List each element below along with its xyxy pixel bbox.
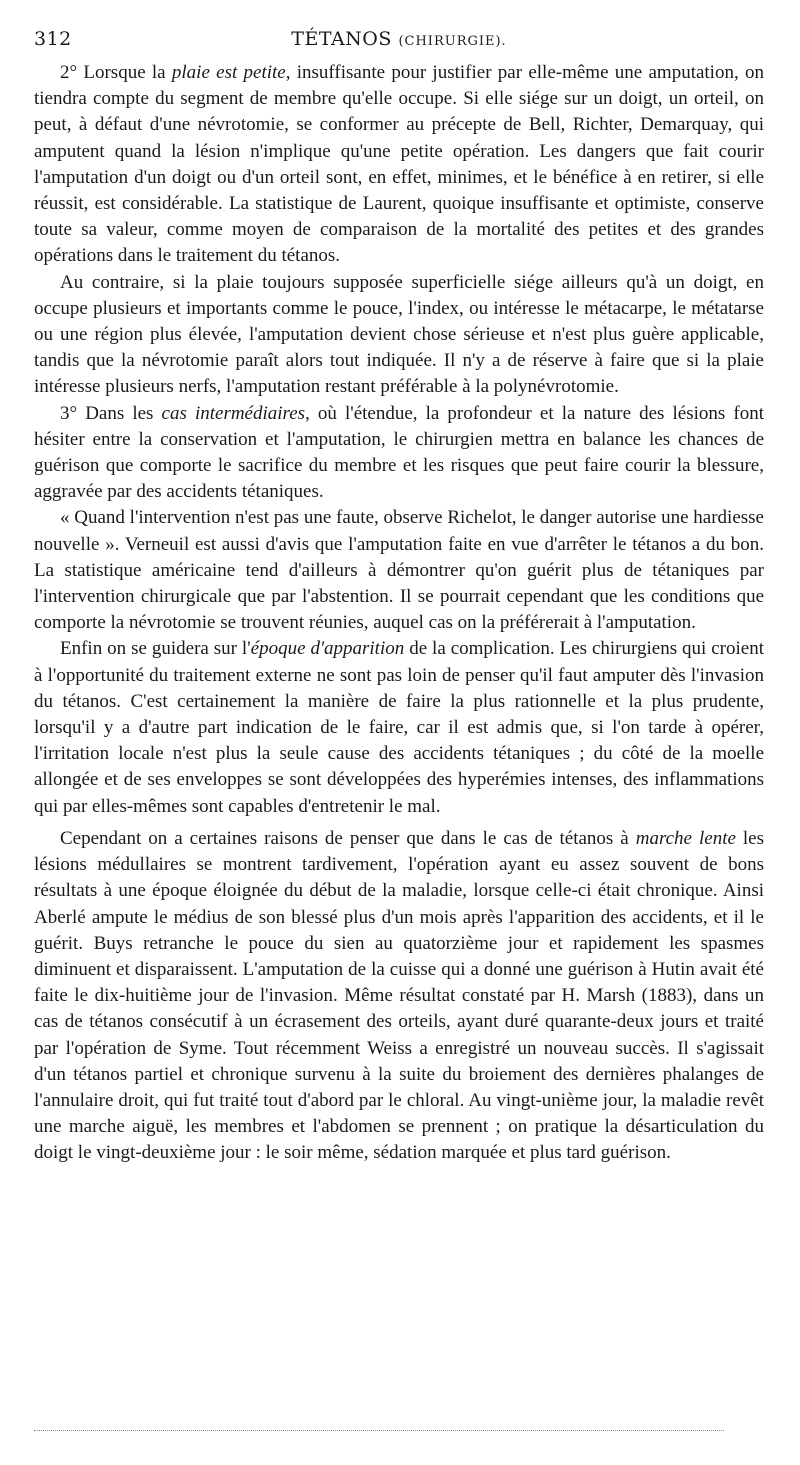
page-number: 312 [34, 28, 72, 50]
paragraph-intermediate-cases [34, 401, 764, 506]
running-subtitle: (CHIRURGIE). [398, 34, 507, 49]
paragraph-onset-time [34, 636, 764, 819]
paragraph-emphasis: cas intermédiaires [161, 402, 306, 424]
paragraph-text: de la complication. Les chirurgiens qui croient à l'opportunité du traitement externe ne sont pas loin de penser qu'il faut amputer dès l'invasion du tétanos. C'est certainement la manière de faire la plus rationnelle et la plus prudente, lorsqu'il y a d'autre part indication de le faire, car il est admis que, si l'on tarde à opérer, l'irritation locale n'est plus la seule cause des accidents tétaniques ; du côté de la moelle allongée et de ses enveloppes se sont développées des hyperémies intenses, des inflammations qui par elles-mêmes sont capables d'entretenir le mal. [34, 638, 765, 817]
paragraph-text: , insuffisante pour justifier par elle-même une amputation, on tiendra compte du segment de membre qu'elle occupe. Si elle siége sur un doigt, un orteil, on peut, à défaut d'une névrotomie, se conformer au précepte de Bell, Richter, Demarquay, qui amputent quand la lésion n'implique qu'une petite opération. Les dangers que fait courir l'amputation d'un doigt ou d'un orteil sont, en effet, minimes, et le bénéfice à en retirer, si elle réussit, est considérable. La statistique de Laurent, quoique insuffisante et optimiste, conserve toute sa valeur, comme moyen de comparaison de la mortalité des petites et des grandes opérations dans le traitement du tétanos. [34, 62, 764, 267]
paragraph-text: les lésions médullaires se montrent tardivement, l'opération ayant eu assez souvent de bons résultats à une époque éloignée du début de la maladie, lorsque celle-ci était chronique. Ainsi Aberlé ampute le médius de son blessé plus d'un mois après l'apparition des accidents, et il le guérit. Buys retranche le pouce du sien au quatorzième jour et rapidement les spasmes diminuent et disparaissent. L'amputation de la cuisse qui a donné une guérison à Hutin avait été faite le dix-huitième jour de l'invasion. Même résultat constaté par H. Marsh (1883), dans un cas de tétanos consécutif à un écrasement des orteils, ayant duré quarante-deux jours et traité par l'opération de Syme. Tout récemment Weiss a enregistré un nouveau succès. Il s'agissait d'un tétanos partiel et chronique survenu à la suite du broiement des dernières phalanges de l'annulaire droit, qui fut traité tout d'abord par le chloral. Au vingt-unième jour, la maladie revêt une marche aiguë, les membres et l'abdomen se prennent ; on pratique la désarticulation du doigt le vingt-deuxième jour : le soir même, sédation marquée et plus tard guérison. [34, 827, 764, 1164]
paragraph-text: Au contraire, si la plaie toujours supposée superficielle siége ailleurs qu'à un doigt, en occupe plusieurs et importants comme le pouce, l'index, ou intéresse le métacarpe, le métatarse ou une région plus élevée, l'amputation devient chose sérieuse et n'est plus guère applicable, tandis que la névrotomie paraît alors tout indiquée. Il n'y a de réserve à faire que si la plaie intéresse plusieurs nerfs, l'amputation restant préférable à la polynévrotomie. [34, 271, 764, 398]
body-text [34, 60, 764, 1167]
book-page [34, 22, 764, 1167]
paragraph-text: , où l'étendue, la profondeur et la nature des lésions font hésiter entre la conservation et l'amputation, le chirurgien mettra en balance les chances de guérison que comporte le sacrifice du membre et les risques que peut faire courir la blessure, aggravée par des accidents tétaniques. [34, 402, 764, 503]
paragraph-text: « Quand l'intervention n'est pas une faute, observe Richelot, le danger autorise une hardiesse nouvelle ». Verneuil est aussi d'avis que l'amputation faite en vue d'arrêter le tétanos a du bon. La statistique américaine tend d'ailleurs à démontrer qu'on guérit plus de tétaniques par l'intervention chirurgicale que par l'abstention. Il se pourrait cependant que les conditions que comporte la névrotomie se trouvent réunies, auquel cas on la préférerait à l'amputation. [34, 507, 764, 634]
paragraph-small-wound [34, 60, 764, 270]
page-header [34, 22, 764, 52]
paragraph-text: Cependant on a certaines raisons de penser que dans le cas de tétanos à [60, 827, 636, 849]
paragraph-text: Enfin on se guidera sur l' [60, 638, 251, 660]
running-title: TÉTANOS [291, 28, 392, 50]
paragraph-emphasis: plaie est petite [171, 62, 286, 83]
paragraph-contrary [34, 270, 764, 401]
paragraph-text: 2° Lorsque la [60, 62, 172, 83]
running-head [34, 28, 764, 50]
paragraph-slow-course [34, 826, 764, 1167]
paragraph-emphasis: marche lente [635, 827, 736, 849]
footer-divider [34, 1430, 724, 1431]
paragraph-text: 3° Dans les [60, 402, 162, 424]
paragraph-emphasis: époque d'apparition [250, 638, 405, 660]
paragraph-richelot-quote [34, 505, 764, 636]
